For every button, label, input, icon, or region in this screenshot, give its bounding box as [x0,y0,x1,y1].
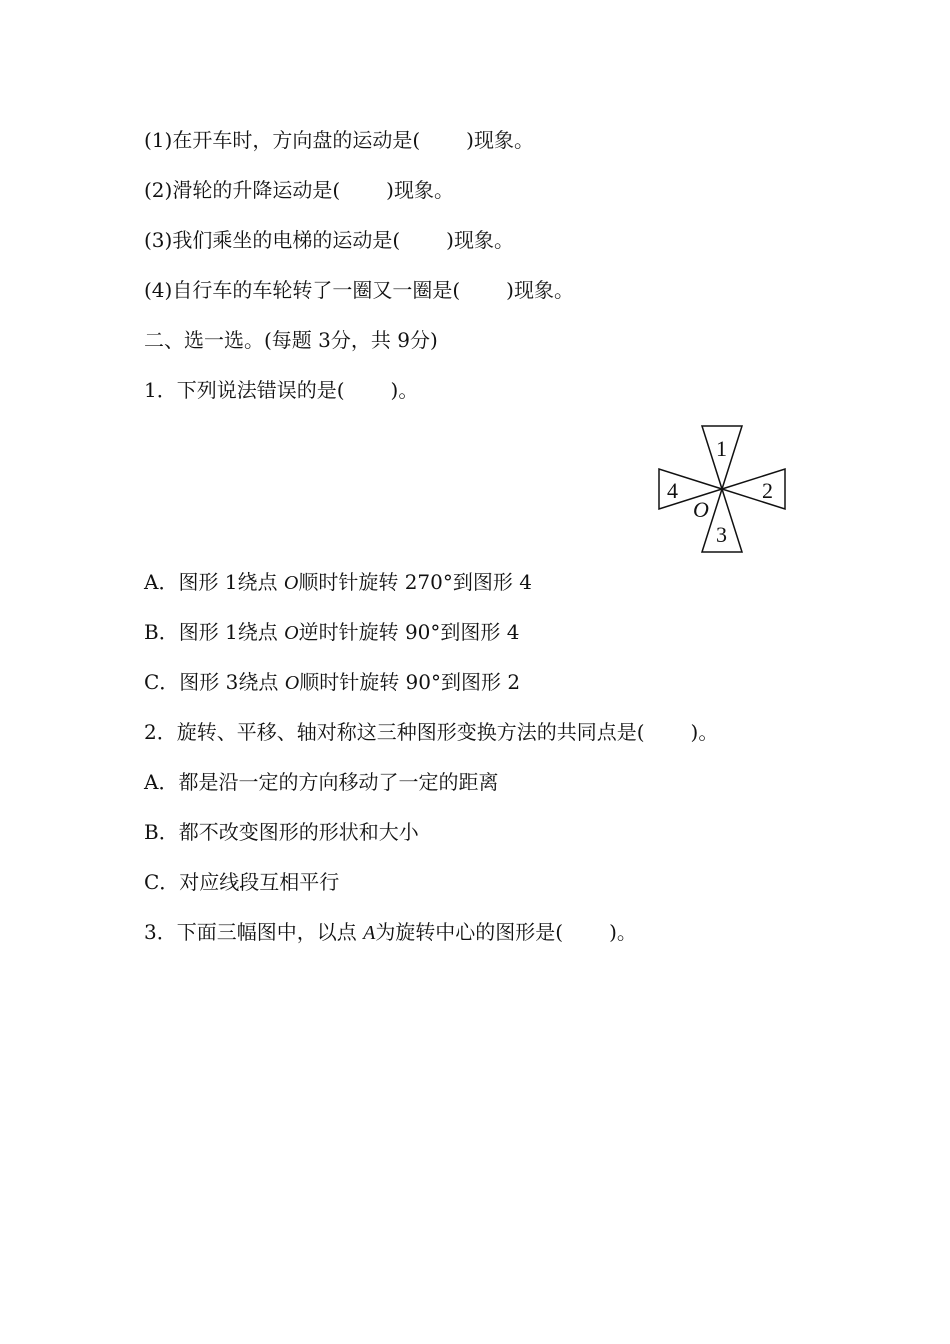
fill-item-1 [144,126,534,154]
fill-item-3 [144,226,514,254]
fill-item-2 [144,176,454,204]
option-a-rest: 顺时针旋转 270°到图形 4 [298,570,532,594]
question-1-suffix: )。 [390,378,419,402]
figure-label-4: 4 [667,478,678,503]
fill-item-3-text: (3)我们乘坐的电梯的运动是( [144,228,401,252]
figure-label-1: 1 [716,436,727,461]
section-2-heading: 二、选一选。(每题 3分，共 9分) [144,328,438,352]
triangle-2 [722,469,785,509]
question-1-option-a[interactable] [144,568,532,597]
fill-item-4-text: (4)自行车的车轮转了一圈又一圈是( [144,278,461,302]
option-b-rest: 逆时针旋转 90°到图形 4 [298,620,520,644]
fill-item-1-text: (1)在开车时，方向盘的运动是( [144,128,421,152]
option-a-text: A．图形 1绕点 [144,570,284,594]
fill-item-2-suffix: )现象。 [386,178,454,202]
option-c-point: O [284,672,300,694]
question-3-stem [144,918,637,947]
question-2-suffix: )。 [690,720,719,744]
fill-item-3-suffix: )现象。 [446,228,514,252]
question-1-option-c[interactable] [144,668,520,697]
option-b-point: O [284,622,299,644]
option-c-rest: 顺时针旋转 90°到图形 2 [299,670,521,694]
option-b-text: B．图形 1绕点 [144,620,285,644]
question-2-stem [144,718,718,746]
option-c-text: C．图形 3绕点 [144,670,285,694]
pinwheel-figure [656,424,788,556]
question-1-option-b[interactable] [144,618,519,647]
question-2-option-c[interactable]: C．对应线段互相平行 [144,870,340,894]
figure-label-3: 3 [716,522,727,547]
figure-center-label: O [693,497,709,522]
question-3-text: 3．下面三幅图中，以点 [144,920,364,944]
fill-item-1-suffix: )现象。 [466,128,534,152]
question-3-point: A [363,922,376,944]
fill-item-4-suffix: )现象。 [506,278,574,302]
question-3-suffix: )。 [609,920,637,944]
question-2-option-a[interactable]: A．都是沿一定的方向移动了一定的距离 [144,770,499,794]
question-3-text-2: 为旋转中心的图形是( [375,920,564,944]
question-1-text: 1．下列说法错误的是( [144,378,345,402]
option-a-point: O [283,572,299,594]
figure-label-2: 2 [762,478,773,503]
question-2-option-b[interactable]: B．都不改变图形的形状和大小 [144,820,419,844]
question-1-stem [144,376,418,404]
fill-item-2-text: (2)滑轮的升降运动是( [144,178,341,202]
question-2-text: 2．旋转、平移、轴对称这三种图形变换方法的共同点是( [144,720,645,744]
fill-item-4 [144,276,574,304]
